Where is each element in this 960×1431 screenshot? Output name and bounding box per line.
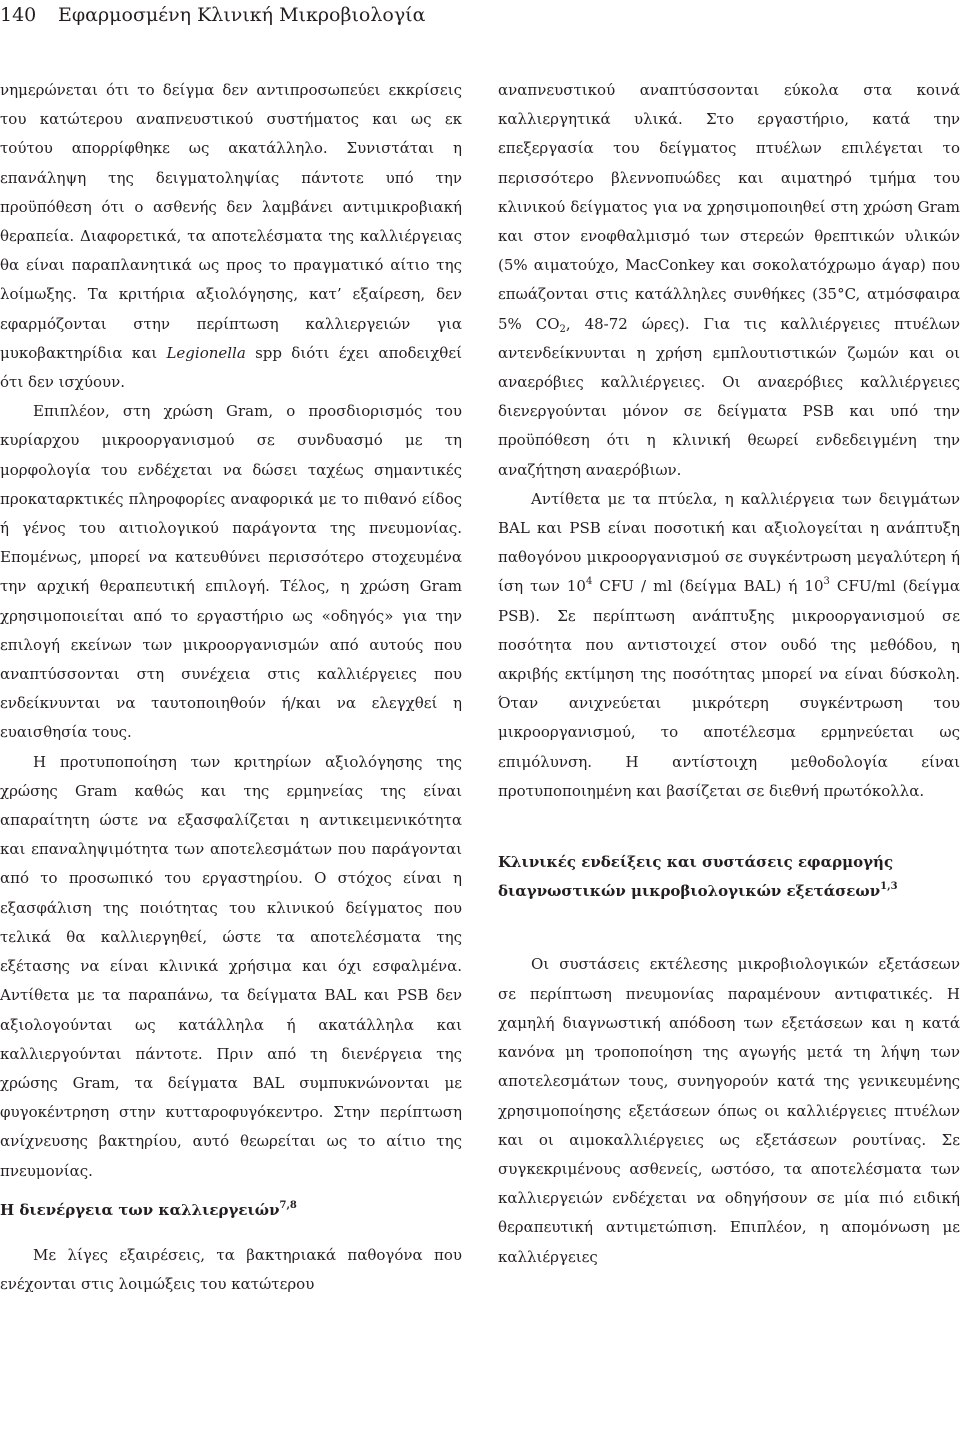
page-number: 140 <box>0 4 37 26</box>
right-p2-superscript-1: 4 <box>585 576 593 588</box>
left-paragraph-1 <box>0 76 462 397</box>
right-p2-text-b: CFU / ml (δείγμα BAL) ή 10 <box>592 577 824 596</box>
section-heading-cultures-text: Η διενέργεια των καλλιεργειών <box>0 1200 280 1219</box>
right-p1-subscript: 2 <box>559 323 566 335</box>
section-heading-clinical-indications <box>498 848 960 906</box>
section-heading-cultures-ref: 7,8 <box>279 1199 297 1211</box>
left-p1-text-b: spp διότι έχει αποδειχθεί ότι δεν ισχύουν. <box>0 343 462 392</box>
running-title: Εφαρμοσμένη Κλινική Μικροβιολογία <box>58 4 426 26</box>
left-column <box>0 76 462 1299</box>
section-heading-clinical-indications-text: Κλινικές ενδείξεις και συστάσεις εφαρμογής διαγνωστικών μικροβιολογικών εξετάσεων <box>498 853 894 901</box>
right-column <box>498 76 960 1272</box>
right-paragraph-2 <box>498 485 960 806</box>
right-p2-superscript-2: 3 <box>823 576 830 588</box>
section-heading-cultures <box>0 1196 462 1225</box>
left-p1-text-a: νημερώνεται ότι το δείγμα δεν αντιπροσωπεύει εκκρίσεις του κατώτερου αναπνευστικού συστήματος και ως εκ τούτου απορρίφθηκε ως ακατάλληλο. Συνιστάται η επανάληψη της δειγματοληψίας πάντοτε υπό την προϋπόθεση ότι ο ασθενής δεν λαμβάνει αντιμικροβιακή θεραπεία. Διαφορετικά, τα αποτελέσματα της καλλιέργειας θα είναι παραπλανητικά ως προς το πραγματικό αίτιο της λοίμωξης. Τα κριτήρια αξιολόγησης, κατ’ εξαίρεση, δεν εφαρμόζονται στην περίπτωση καλλιεργειών για μυκοβακτηρίδια και <box>0 81 462 362</box>
left-p1-italic-term: Legionella <box>166 343 246 362</box>
section-heading-clinical-indications-ref: 1,3 <box>880 881 898 893</box>
left-paragraph-3: Η προτυποποίηση των κριτηρίων αξιολόγησης της χρώσης Gram καθώς και της ερμηνείας της είναι απαραίτητη ώστε να εξασφαλίζεται η αντικειμενικότητα και επαναληψιμότητα των αποτελεσμάτων που παράγονται από το προσωπικό του εργαστηρίου. Ο στόχος είναι η εξασφάλιση της ποιότητας του κλινικού δείγματος που τελικά θα καλλιεργηθεί, ώστε τα αποτελέσματα της εξέτασης να είναι κλινικά χρήσιμα και όχι εσφαλμένα. Αντίθετα με τα παραπάνω, τα δείγματα BAL και PSB δεν αξιολογούνται ως κατάλληλα ή ακατάλληλα και καλλιεργούνται πάντοτε. Πριν από τη διενέργεια της χρώσης Gram, τα δείγματα BAL συμπυκνώνονται με φυγοκέντρηση στην κυτταροφυγόκεντρο. Στην περίπτωση ανίχνευσης βακτηρίου, αυτό θεωρείται ως το αίτιο της πνευμονίας. <box>0 752 462 1180</box>
right-paragraph-3: Οι συστάσεις εκτέλεσης μικροβιολογικών εξετάσεων σε περίπτωση πνευμονίας παραμένουν αντιφατικές. Η χαμηλή διαγνωστική απόδοση των εξετάσεων και η κατά κανόνα μη τροποποίηση της αγωγής μετά τη λήψη των αποτελεσμάτων τους, συνηγορούν κατά της γενικευμένης χρησιμοποίησης εξετάσεων όπως οι καλλιέργειες πτυέλων και οι αιμοκαλλιέργειες ως εξετάσεων ρουτίνας. Σε συγκεκριμένους ασθενείς, ωστόσο, τα αποτελέσματα των καλλιεργειών ενδέχεται να οδηγήσουν σε μία πιό ειδική θεραπευτική αντιμετώπιση. Επιπλέον, η απομόνωση με καλλιέργειες <box>498 955 960 1266</box>
right-p2-text-a: Αντίθετα με τα πτύελα, η καλλιέργεια των δειγμάτων BAL και PSB είναι ποσοτική και αξιολογείται η ανάπτυξη παθογόνου μικροοργανισμού σε συγκέντρωση μεγαλύτερη ή ίση των 10 <box>498 489 960 596</box>
left-paragraph-2: Επιπλέον, στη χρώση Gram, ο προσδιορισμός του κυρίαρχου μικροοργανισμού σε συνδυασμό με τη μορφολογία του ενδέχεται να δώσει ταχέως σημαντικές προκαταρκτικές πληροφορίες αναφορικά με το πιθανό είδος ή γένος του αιτιολογικού παράγοντα της πνευμονίας. Επομένως, μπορεί να κατευθύνει περισσότερο στοχευμένα την αρχική θεραπευτική επιλογή. Τέλος, η χρώση Gram χρησιμοποιείται από το εργαστήριο ως «οδηγός» για την επιλογή εκείνων των μικροοργανισμών από αυτούς που αναπτύσσονται στη συνέχεια στις καλλιέργειες που ενδείκνυνται να ταυτοποιηθούν ή/και να ελεγχθεί η ευαισθησία τους. <box>0 402 462 742</box>
right-p1-text-a: αναπνευστικού αναπτύσσονται εύκολα στα κοινά καλλιεργητικά υλικά. Στο εργαστήριο, κατά την επεξεργασία του δείγματος πτυέλων επιλέγεται το περισσότερο βλεννοπυώδες και αιματηρό τμήμα του κλινικού δείγματος για να χρησιμοποιηθεί στη χρώση Gram και στον ενοφθαλμισμό των στερεών θρεπτικών υλικών (5% αιματούχο, MacConkey και σοκολατόχρωμο άγαρ) που επωάζονται στις κατάλληλες συνθήκες (35°C, ατμόσφαιρα 5% CO <box>498 81 960 333</box>
left-paragraph-4: Με λίγες εξαιρέσεις, τα βακτηριακά παθογόνα που ενέχονται στις λοιμώξεις του κατώτερου <box>0 1245 462 1294</box>
right-p1-text-b: , 48-72 ώρες). Για τις καλλιέργειες πτυέλων αντενδείκνυνται η χρήση εμπλουτιστικών ζωμών και οι αναερόβιες καλλιέργειες. Οι αναερόβιες καλλιέργειες διενεργούνται μόνον σε δείγματα PSB και υπό την προϋπόθεση ότι η κλινική θεωρεί ενδεδειγμένη την αναζήτηση αναερόβιων. <box>498 314 960 479</box>
right-paragraph-1 <box>498 76 960 485</box>
right-p2-text-c: CFU/ml (δείγμα PSB). Σε περίπτωση ανάπτυξης μικροοργανισμού σε ποσότητα που αντιστοιχεί στον ουδό της μεθόδου, η ακριβής εκτίμηση της ποσότητας μπορεί να είναι δύσκολη. Όταν ανιχνεύεται μικρότερη συγκέντρωση του μικροοργανισμού, το αποτέλεσμα ερμηνεύεται ως επιμόλυνση. Η αντίστοιχη μεθοδολογία είναι προτυποποιημένη και βασίζεται σε διεθνή πρωτόκολλα. <box>498 577 960 800</box>
running-header <box>0 4 425 26</box>
